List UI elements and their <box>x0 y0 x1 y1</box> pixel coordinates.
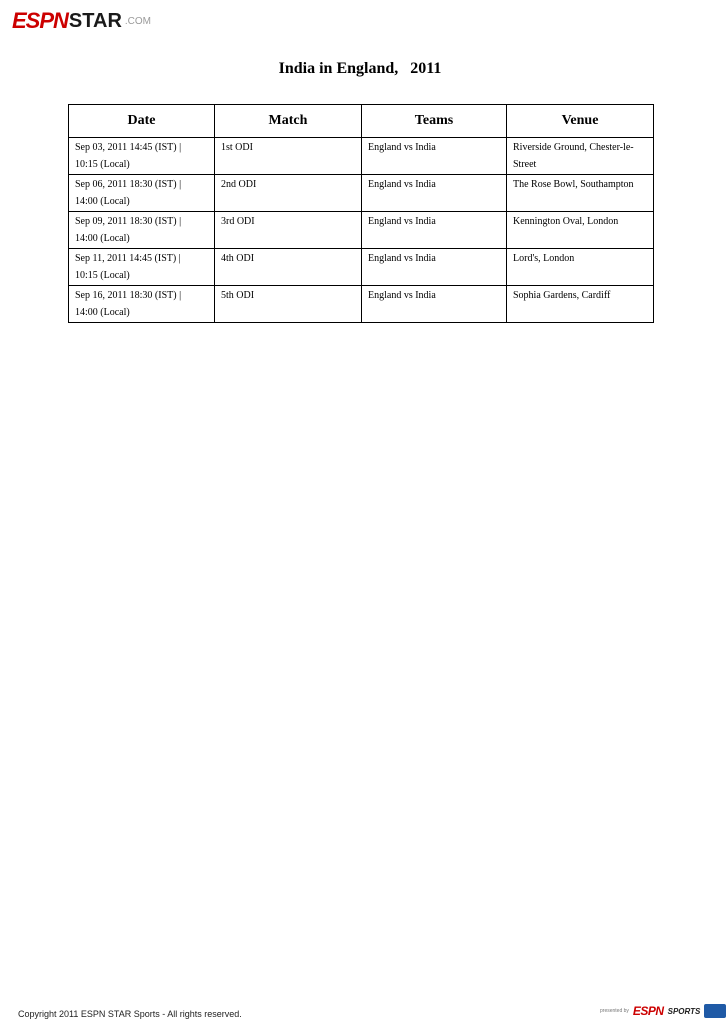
cell-venue: Sophia Gardens, Cardiff <box>507 286 654 323</box>
cell-date <box>69 175 215 212</box>
date-local: 14:00 (Local) <box>75 233 130 244</box>
cell-match: 5th ODI <box>215 286 362 323</box>
cell-date <box>69 212 215 249</box>
presented-by-text: presented by <box>600 1008 629 1014</box>
sponsor-espn-logo: ESPN <box>632 1004 664 1018</box>
logo-com-text: .COM <box>124 16 151 27</box>
sponsor-sports-logo: SPORTS <box>667 1006 701 1016</box>
date-local: 10:15 (Local) <box>75 270 130 281</box>
cell-teams: England vs India <box>362 212 507 249</box>
cell-teams: England vs India <box>362 138 507 175</box>
cell-date <box>69 249 215 286</box>
logo-espn-text: ESPN <box>12 8 68 33</box>
cell-date <box>69 286 215 323</box>
date-ist: Sep 06, 2011 18:30 (IST) | <box>75 179 182 190</box>
cell-teams: England vs India <box>362 175 507 212</box>
date-local: 14:00 (Local) <box>75 196 130 207</box>
page-title-wrap <box>0 60 728 78</box>
cell-venue: Lord's, London <box>507 249 654 286</box>
sponsor-badge-icon <box>704 1004 726 1018</box>
column-header-teams: Teams <box>362 105 507 138</box>
cell-match: 4th ODI <box>215 249 362 286</box>
logo-star-text: STAR <box>68 10 122 32</box>
table-row <box>69 212 654 249</box>
cell-match: 1st ODI <box>215 138 362 175</box>
date-local: 14:00 (Local) <box>75 307 130 318</box>
date-ist: Sep 03, 2011 14:45 (IST) | <box>75 142 182 153</box>
sponsor-strip <box>600 1000 726 1022</box>
cell-match: 3rd ODI <box>215 212 362 249</box>
page-title: India in England, 2011 <box>278 60 442 77</box>
cell-teams: England vs India <box>362 286 507 323</box>
column-header-venue: Venue <box>507 105 654 138</box>
cell-venue: The Rose Bowl, Southampton <box>507 175 654 212</box>
date-ist: Sep 16, 2011 18:30 (IST) | <box>75 290 182 301</box>
espnstar-logo[interactable] <box>12 8 151 32</box>
table-row <box>69 249 654 286</box>
date-ist: Sep 09, 2011 18:30 (IST) | <box>75 216 182 227</box>
column-header-date: Date <box>69 105 215 138</box>
date-local: 10:15 (Local) <box>75 159 130 170</box>
cell-venue: Kennington Oval, London <box>507 212 654 249</box>
date-ist: Sep 11, 2011 14:45 (IST) | <box>75 253 181 264</box>
cell-date <box>69 138 215 175</box>
cell-venue: Riverside Ground, Chester-le-Street <box>507 138 654 175</box>
table-row <box>69 138 654 175</box>
copyright-text: Copyright 2011 ESPN STAR Sports - All rights reserved. <box>18 1009 242 1019</box>
table-row <box>69 286 654 323</box>
cell-match: 2nd ODI <box>215 175 362 212</box>
column-header-match: Match <box>215 105 362 138</box>
fixtures-table <box>68 104 654 323</box>
table-row <box>69 175 654 212</box>
cell-teams: England vs India <box>362 249 507 286</box>
table-header-row <box>69 105 654 138</box>
